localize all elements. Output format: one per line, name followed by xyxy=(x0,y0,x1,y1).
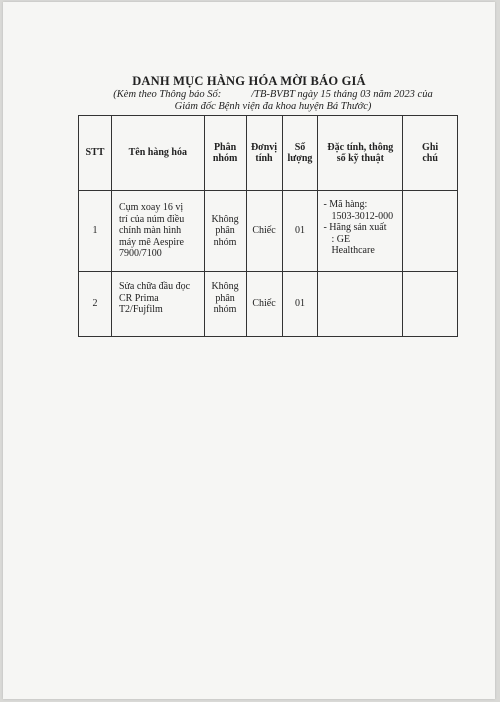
name-line: Cụm xoay 16 vị xyxy=(118,202,184,214)
cell-group xyxy=(204,191,246,272)
cell-spec xyxy=(318,191,403,272)
header-stt: STT xyxy=(79,116,112,191)
header-unit xyxy=(246,116,282,191)
subtitle-line-2: Giám đốc Bệnh viện đa khoa huyện Bá Thước) xyxy=(174,101,372,112)
cell-unit: Chiếc xyxy=(246,191,282,272)
header-qty-line: Số xyxy=(294,141,306,153)
subtitle-part-2: /TB-BVBT ngày 15 tháng 03 năm 2023 của xyxy=(251,89,433,100)
header-unit-line: Đơnvị xyxy=(250,141,278,153)
cell-name xyxy=(111,272,204,337)
cell-name xyxy=(111,191,204,272)
name-line: T2/Fujfilm xyxy=(118,304,163,315)
cell-spec xyxy=(318,272,403,337)
name-line: trí của núm điều xyxy=(118,213,185,225)
name-line: chỉnh màn hình xyxy=(118,225,182,237)
group-line: nhóm xyxy=(213,304,237,315)
header-qty xyxy=(282,116,318,191)
group-line: nhóm xyxy=(213,236,237,248)
document-title: DANH MỤC HÀNG HÓA MỜI BÁO GIÁ xyxy=(132,74,366,88)
header-spec xyxy=(318,116,403,191)
header-group-line: Phân xyxy=(213,141,237,153)
goods-table xyxy=(78,115,458,337)
header-group-line: nhóm xyxy=(212,153,238,164)
group-line: Không xyxy=(211,213,239,225)
group-line: phân xyxy=(215,225,235,237)
table-header-row xyxy=(79,116,458,191)
spec-line: - Hãng sản xuất xyxy=(323,222,387,233)
document-page xyxy=(3,2,495,699)
header-note xyxy=(403,116,458,191)
name-line: máy mê Aespire xyxy=(118,236,184,248)
cell-qty: 01 xyxy=(282,272,318,337)
header-group xyxy=(204,116,246,191)
table-row xyxy=(79,191,458,272)
name-line: 7900/7100 xyxy=(118,248,162,260)
spec-line: Healthcare xyxy=(331,245,375,256)
cell-note xyxy=(403,272,458,337)
header-spec-line: số kỹ thuật xyxy=(336,153,384,164)
header-name: Tên hàng hóa xyxy=(111,116,204,191)
subtitle-part-1: (Kèm theo Thông báo Số: xyxy=(113,89,222,100)
name-line: Sửa chữa đầu đọc xyxy=(118,281,191,292)
cell-stt: 1 xyxy=(79,191,112,272)
cell-unit: Chiếc xyxy=(246,272,282,337)
cell-qty: 01 xyxy=(282,191,318,272)
spec-line: 1503-3012-000 xyxy=(331,210,394,222)
header-note-line: Ghi xyxy=(422,141,439,153)
group-line: Không xyxy=(211,281,239,292)
cell-note xyxy=(403,191,458,272)
header-spec-line: Đặc tính, thông xyxy=(327,141,394,153)
header-qty-line: lượng xyxy=(287,153,313,164)
cell-group xyxy=(204,272,246,337)
header-note-line: chú xyxy=(422,153,438,164)
name-line: CR Prima xyxy=(118,292,159,304)
table-row xyxy=(79,272,458,337)
header-unit-line: tính xyxy=(255,153,273,164)
cell-stt: 2 xyxy=(79,272,112,337)
document-subtitle xyxy=(103,89,443,113)
spec-line: : GE xyxy=(331,233,351,245)
spec-line: - Mã hàng: xyxy=(323,199,368,210)
group-line: phân xyxy=(215,292,235,304)
